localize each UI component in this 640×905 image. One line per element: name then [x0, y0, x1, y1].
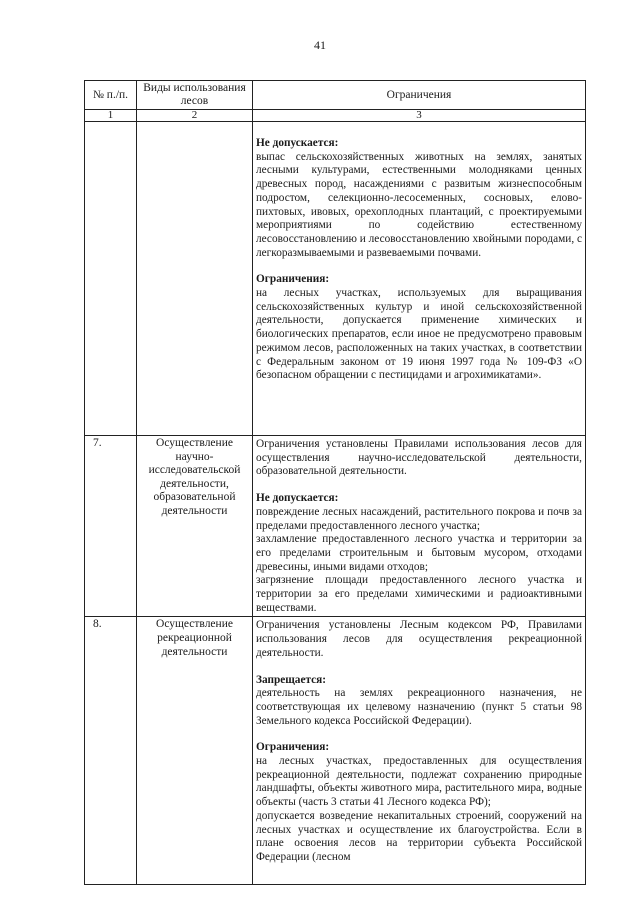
block-text: захламление предоставленного лесного участка и территории за его пределами строительным и бытовым мусором, отходами древесины, иными видами отходов;: [256, 533, 582, 573]
block-text: загрязнение площади предоставленного лесного участка и территории за его пределами химическими и радиоактивными веществами.: [256, 574, 582, 614]
restrictions-table: [84, 80, 586, 885]
header-kinds: Виды использования лесов: [137, 81, 253, 110]
block-heading: Ограничения:: [256, 741, 330, 754]
column-number-row: [85, 110, 586, 122]
block-text: деятельность на землях рекреационного назначения, не соответствующая их целевому назначению (пункт 5 статьи 98 Земельного кодекса Российской Федерации).: [256, 687, 582, 727]
header-restrictions: Ограничения: [253, 81, 586, 110]
block-text: повреждение лесных насаждений, растительного покрова и почв за пределами предоставленного лесного участка;: [256, 505, 582, 532]
table-row: [85, 617, 586, 885]
row-number: 7.: [85, 436, 137, 617]
block-text: на лесных участках, предоставленных для осуществления рекреационной деятельности, подлежат сохранению природные ландшафты, объекты животного мира, растительного мира, водные объекты (часть 3 статьи 41 Лесного кодекса РФ);: [256, 755, 582, 809]
row-kind: Осуществление рекреационной деятельности: [137, 617, 253, 885]
block-text: допускается возведение некапитальных строений, сооружений на лесных участках и осуществление их благоустройства. Если в плане освоения лесов на территории субъекта Российской Федерации (лесном: [256, 809, 582, 863]
row-kind: Осуществление научно-исследовательской деятельности, образовательной деятельности: [137, 436, 253, 617]
row-restrictions: [253, 617, 586, 885]
table-row: [85, 436, 586, 617]
block-heading: Ограничения:: [256, 273, 330, 286]
block-heading: Запрещается:: [256, 673, 327, 686]
row-number: 8.: [85, 617, 137, 885]
block-heading: Не допускается:: [256, 137, 339, 149]
block-text: на лесных участках, используемых для выращивания сельскохозяйственных культур и иной сельскохозяйственной деятельности, допускается применение химических и биологических препаратов, если иное не предусмотрено правовым режимом лесов, расположенных на таких участках, в соответствии с Федеральным законом от 19 июня 1997 года № 109-ФЗ «О безопасном обращении с пестицидами и агрохимикатами».: [256, 287, 582, 382]
row-restrictions: [253, 122, 586, 436]
col-number-2: 2: [137, 110, 253, 122]
row-number: [85, 122, 137, 436]
row-restrictions: [253, 436, 586, 617]
block-text: выпас сельскохозяйственных животных на землях, занятых лесными культурами, естественными молодняками ценных древесных пород, насаждениями с развитым жизнеспособным подростом, селекционно-лесосеменных, сосновых, елово-пихтовых, ивовых, орехоплодных плантаций, с проектируемыми мероприятиями по содействию естественному лесовосстановлению и лесовосстановлению хвойными породами, с легкоразмываемыми и развеваемыми почвами.: [256, 150, 582, 259]
page-number: 41: [314, 38, 326, 52]
block-text: Ограничения установлены Правилами использования лесов для осуществления научно-исследовательской деятельности, образовательной деятельности.: [256, 438, 582, 478]
col-number-1: 1: [85, 110, 137, 122]
col-number-3: 3: [253, 110, 586, 122]
table-header-row: [85, 81, 586, 110]
block-text: Ограничения установлены Лесным кодексом РФ, Правилами использования лесов для осуществления рекреационной деятельности.: [256, 619, 582, 659]
block-heading: Не допускается:: [256, 492, 339, 505]
header-number: № п./п.: [85, 81, 137, 110]
table-row: [85, 122, 586, 436]
row-kind: [137, 122, 253, 436]
